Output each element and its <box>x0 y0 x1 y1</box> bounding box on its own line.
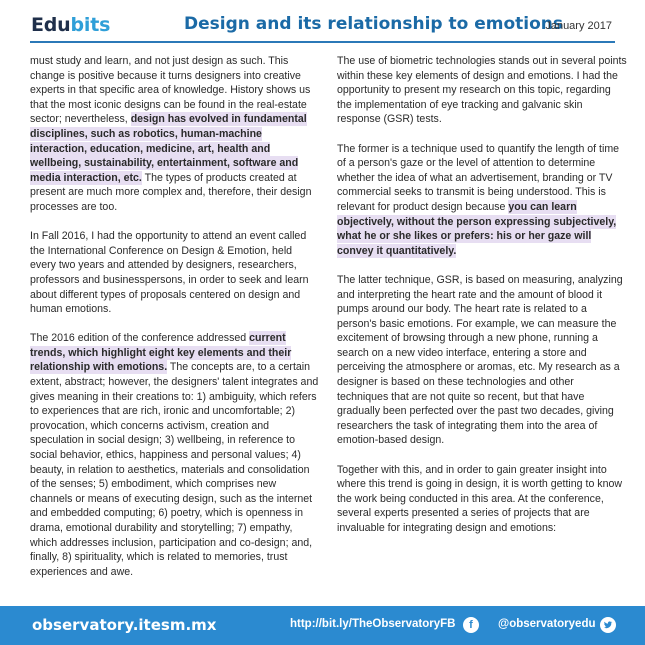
edubits-logo <box>31 14 110 36</box>
paragraph-text: The types of products created at present are much more complex and, therefore, their design processes are too. <box>30 171 312 213</box>
paragraph <box>337 142 627 259</box>
paragraph-text: The former is a technique used to quantify the length of time of a person's gaze or the level of attention to determine whether the idea of what an advertisement, branding or TV commercial seeks to transmit is being understood. This is relevant for product design because <box>337 142 620 213</box>
twitter-icon[interactable] <box>600 617 616 633</box>
left-column <box>30 54 320 594</box>
paragraph: The use of biometric technologies stands out in several points within these key elements of design and emotions. I had the opportunity to present my research on this topic, regarding the implementation of eye tracking and galvanic skin response (GSR) tests. <box>337 55 627 126</box>
logo-prefix: Edu <box>31 14 71 36</box>
paragraph-text: The 2016 edition of the conference addressed <box>30 332 250 345</box>
right-column <box>337 54 627 550</box>
facebook-icon[interactable]: f <box>463 617 479 633</box>
paragraph: The latter technique, GSR, is based on measuring, analyzing and interpreting the heart rate and the amount of blood it pumps around our body. The heart rate is related to a person's basic emotions. For example, we can measure the excitement of browsing through a new phone, running a search on a new video interface, entering a store and perceiving the atmosphere or aromas, etc. My research as a designer is based on these technologies and other techniques that are not quite so recent, but that have gradually been perfected over the past two decades, giving researchers the task of integrating them into the area of emotion-based design. <box>337 273 623 447</box>
highlighted-text: current trends, which highlight eight key elements and their relationship with emotions. <box>30 332 292 374</box>
paragraph <box>30 331 320 579</box>
paragraph-text: must study and learn, and not just design as such. This change is positive because it turns designers into creative experts in that specific area of knowledge. History shows us that the most iconic designs can be found in the real-estate sector; nevertheless, <box>30 55 311 126</box>
issue-date: January 2017 <box>545 20 612 32</box>
page-title: Design and its relationship to emotions <box>184 14 564 34</box>
twitter-handle[interactable]: @observatoryedu <box>498 618 596 630</box>
facebook-link[interactable]: http://bit.ly/TheObservatoryFB <box>290 618 456 630</box>
logo-suffix: bits <box>70 14 111 36</box>
paragraph: Together with this, and in order to gain greater insight into where this trend is going in design, it is worth getting to know the work being conducted in this area. At the conference, several experts presented a series of projects that are invaluable for integrating design and emotions: <box>337 463 623 534</box>
header-divider <box>30 41 615 43</box>
page-header <box>0 0 645 42</box>
twitter-bird-glyph <box>600 617 616 633</box>
paragraph: In Fall 2016, I had the opportunity to attend an event called the International Conference on Design & Emotion, held every two years and attended by designers, researchers, professors and businesspersons, in order to seek and learn about different types of proposals centered on design and human emotions. <box>30 230 309 316</box>
highlighted-text: you can learn objectively, without the person expressing subjectively, what he or she likes or prefers: his or her gaze will convey it quantitatively. <box>337 200 617 257</box>
page-footer <box>0 606 645 645</box>
site-link[interactable]: observatory.itesm.mx <box>32 616 217 634</box>
paragraph-text: The concepts are, to a certain extent, abstract; however, the designers' talent integrates and gives meaning in their creations to: 1) ambiguity, which refers to experiences that are rich, ironic and uncomfortable; 2) provocation, which concerns activism, creation and speculation in social design; 3) wellbeing, in reference to social behavior, ethics, happiness and personal values; 4) beauty, in relation to aesthetics, materials and consolidation of the senses; 5) embodiment, which comprises new channels or means of executing design, such as the internet and embedded computing; 6) poetry, which is openness in drama, emotional durability and storytelling; 7) empathy, which addresses inclusion, participation and co-design; and, finally, 8) spirituality, which is related to memories, trust experiences and awe. <box>30 361 319 578</box>
highlighted-text: design has evolved in fundamental disciplines, such as robotics, human-machine interaction, education, medicine, art, health and wellbeing, sustainability, entertainment, software and media interaction, etc. <box>30 113 307 184</box>
paragraph <box>30 54 320 215</box>
